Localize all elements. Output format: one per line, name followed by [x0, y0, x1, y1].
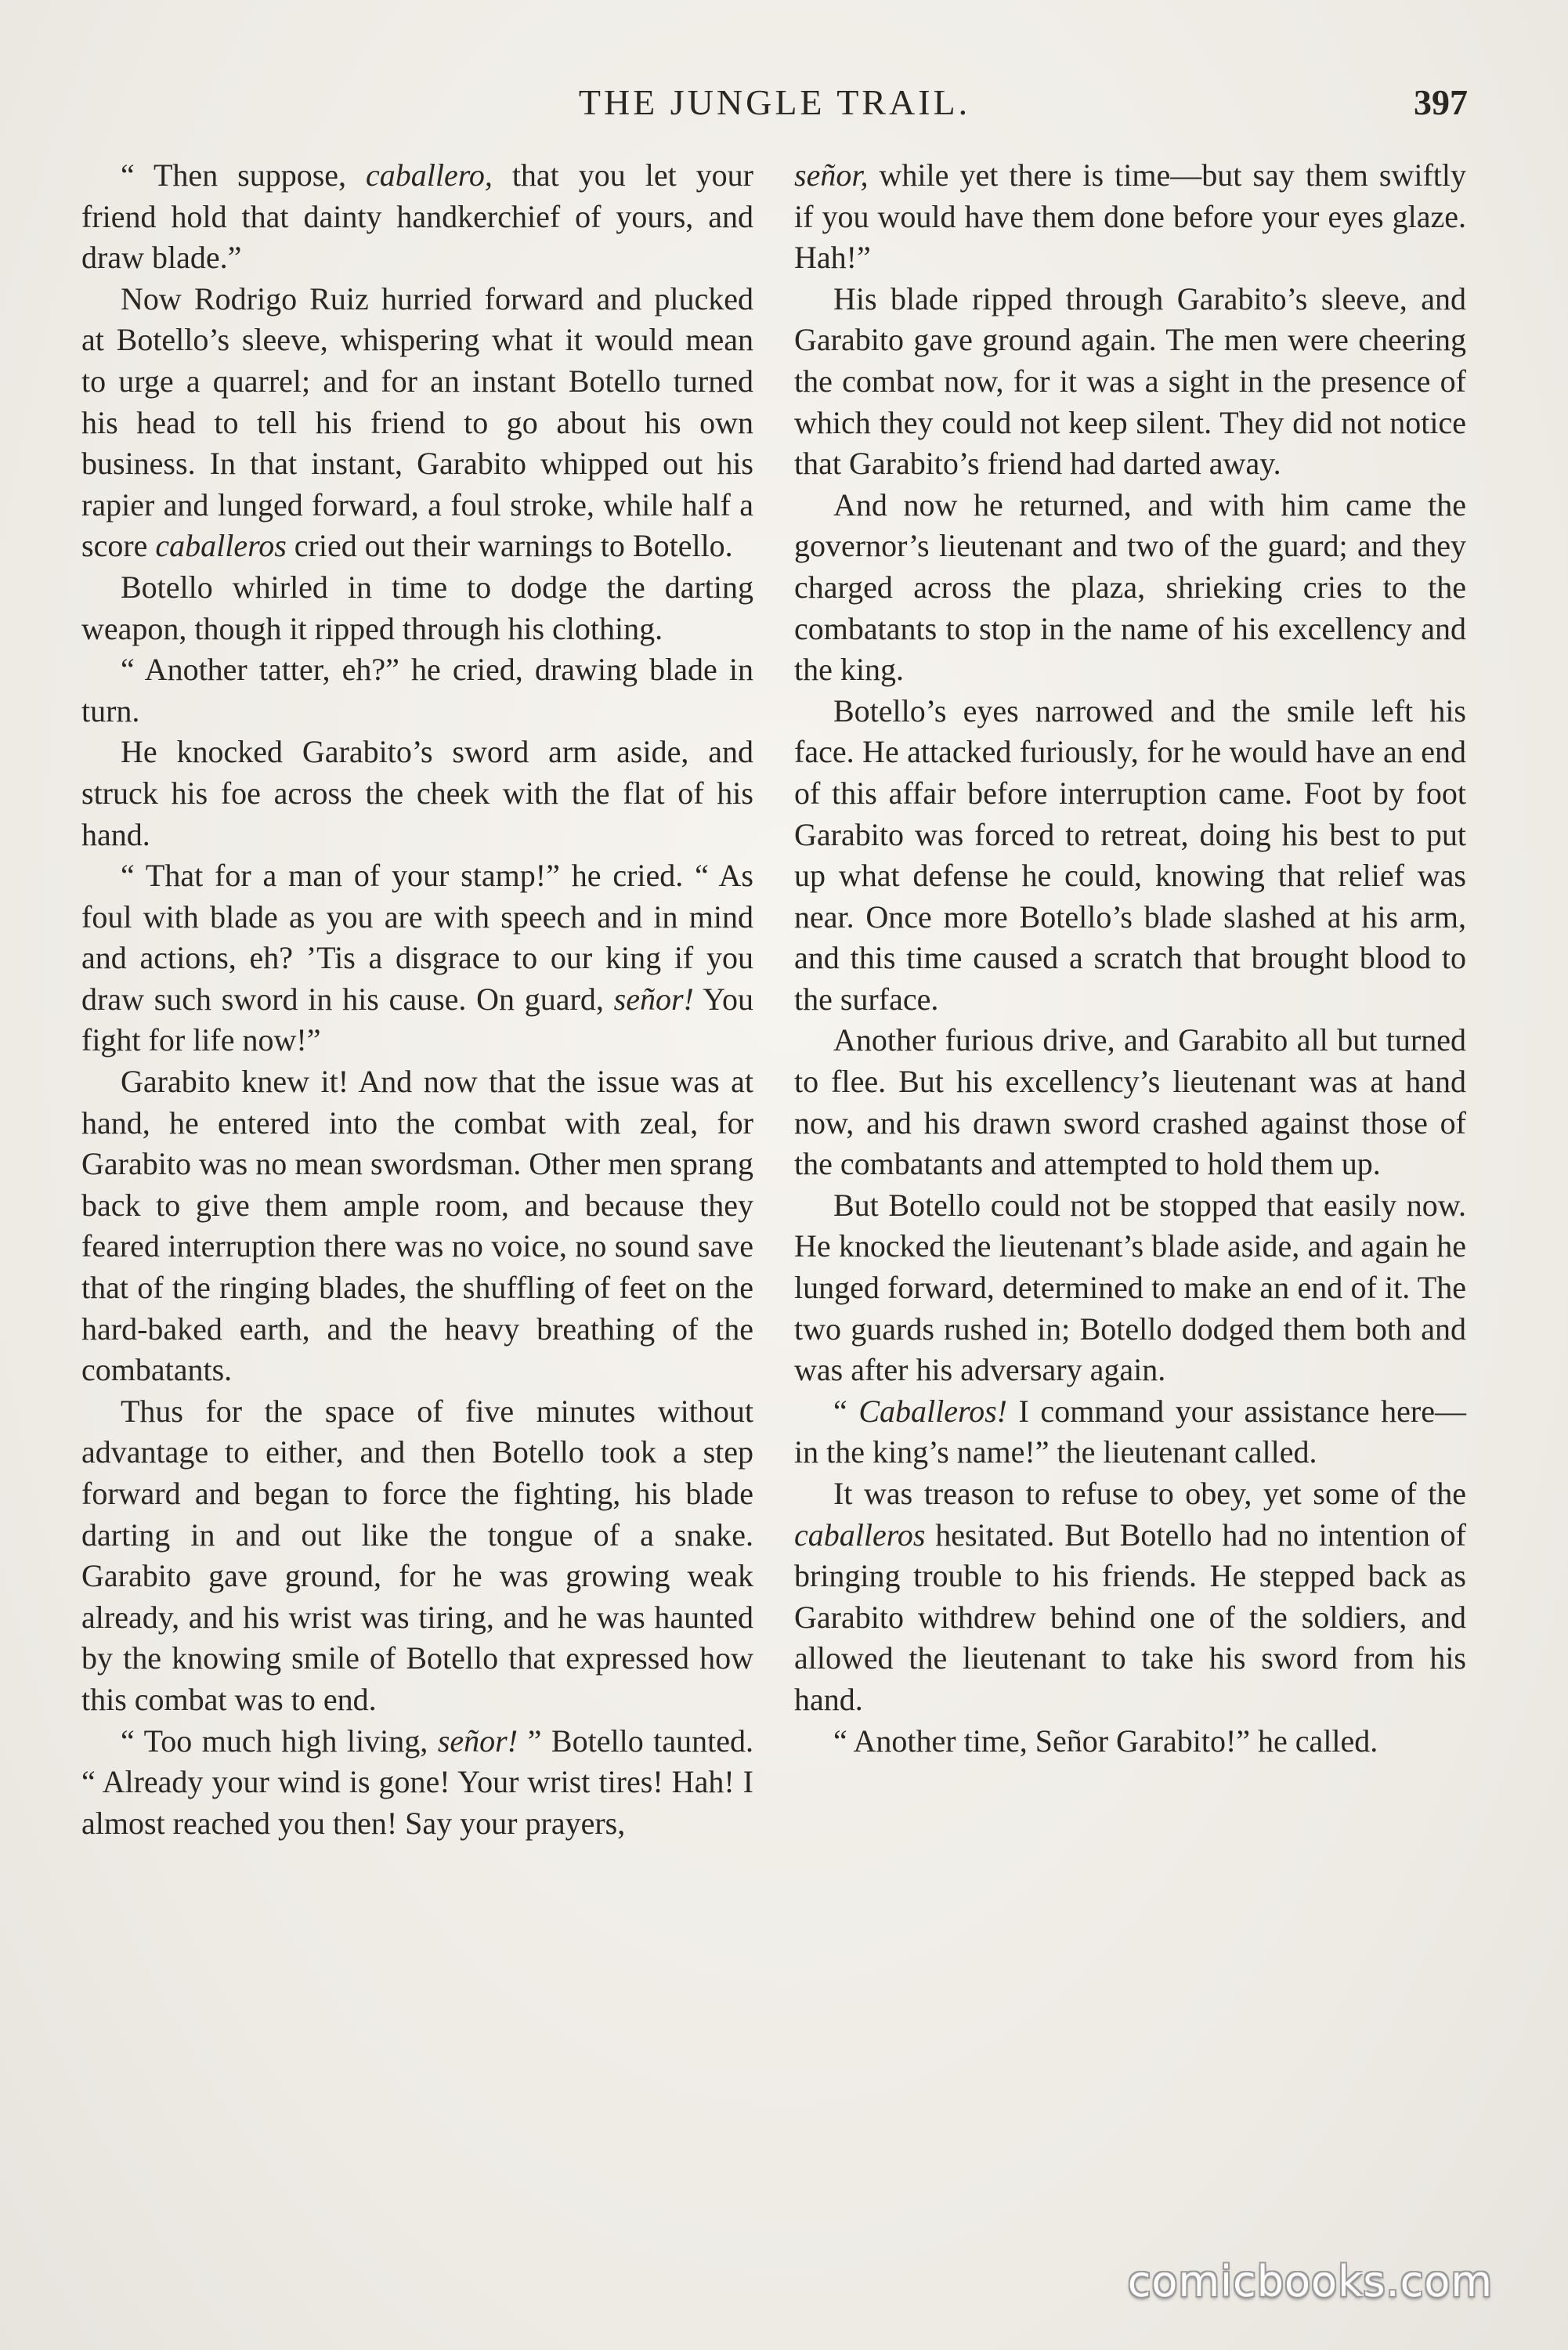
watermark-logo: comicbooks.com	[1127, 2257, 1493, 2306]
right-text-column	[794, 155, 1466, 1762]
paragraph: It was treason to refuse to obey, yet some of the caballeros hesitated. But Botello had no intention of bringing trouble to his friends. He stepped back as Garabito withdrew behind one of the soldiers, and allowed the lieutenant to take his sword from his hand.	[794, 1476, 1466, 1717]
paragraph: Botello’s eyes narrowed and the smile left his face. He attacked furiously, for he would have an end of this affair before interruption came. Foot by foot Garabito was forced to retreat, doing his best to put up what defense he could, knowing that relief was near. Once more Botello’s blade slashed at his arm, and this time caused a scratch that brought blood to the surface.	[794, 692, 1466, 1017]
paragraph: “ Too much high living, señor! ” Botello taunted. “ Already your wind is gone! Your wrist tires! Hah! I almost reached you then! Say your prayers,	[81, 1723, 754, 1841]
paragraph: señor, while yet there is time—but say them swiftly if you would have them done before your eyes glaze. Hah!”	[794, 157, 1466, 276]
left-text-column	[81, 155, 753, 1844]
running-header	[81, 75, 1468, 130]
paragraph: But Botello could not be stopped that easily now. He knocked the lieutenant’s blade aside, and again he lunged forward, determined to make an end of it. The two guards rushed in; Botello dodged them both and was after his adversary again.	[794, 1187, 1466, 1388]
paragraph: He knocked Garabito’s sword arm aside, and struck his foe across the cheek with the flat of his hand.	[81, 734, 753, 852]
paragraph: Garabito knew it! And now that the issue was at hand, he entered into the combat with zeal, for Garabito was no mean swordsman. Other men sprang back to give them ample room, and because they feared interruption there was no voice, no sound save that of the ringing blades, the shuffling of feet on the hard-baked earth, and the heavy breathing of the combatants.	[81, 1064, 753, 1388]
running-title: THE JUNGLE TRAIL.	[578, 82, 971, 122]
paragraph: And now he returned, and with him came the governor’s lieutenant and two of the guard; and they charged across the plaza, shrieking cries to the combatants to stop in the name of his excellency and the king.	[794, 486, 1466, 688]
paragraph: Now Rodrigo Ruiz hurried forward and plucked at Botello’s sleeve, whispering what it would mean to urge a quarrel; and for an instant Botello turned his head to tell his friend to go about his own business. In that instant, Garabito whipped out his rapier and lunged forward, a foul stroke, while half a score caballeros cried out their warnings to Botello.	[81, 280, 753, 564]
paragraph: “ Then suppose, caballero, that you let your friend hold that dainty handkerchief of yours, and draw blade.”	[81, 157, 753, 276]
paragraph: “ Another tatter, eh?” he cried, drawing blade in turn.	[81, 652, 753, 728]
paragraph: Thus for the space of five minutes without advantage to either, and then Botello took a step forward and began to force the fighting, his blade darting in and out like the tongue of a snake. Garabito gave ground, for he was growing weak already, and his wrist was tiring, and he was haunted by the knowing smile of Botello that expressed how this combat was to end.	[81, 1393, 753, 1717]
paragraph: Another furious drive, and Garabito all but turned to flee. But his excellency’s lieutenant was at hand now, and his drawn sword crashed against those of the combatants and attempted to hold them up.	[794, 1022, 1466, 1182]
paragraph: His blade ripped through Garabito’s sleeve, and Garabito gave ground again. The men were cheering the combat now, for it was a sight in the presence of which they could not keep silent. They did not notice that Garabito’s friend had darted away.	[794, 280, 1466, 482]
page-number: 397	[1414, 82, 1468, 122]
paragraph: “ That for a man of your stamp!” he cried. “ As foul with blade as you are with speech and in mind and actions, eh? ’Tis a disgrace to our king if you draw such sword in his cause. On guard, señor! You fight for life now!”	[81, 858, 753, 1058]
paragraph: Botello whirled in time to dodge the darting weapon, though it ripped through his clothing.	[81, 569, 753, 646]
paragraph: “ Another time, Señor Garabito!” he called.	[833, 1723, 1378, 1759]
paragraph: “ Caballeros! I command your assistance here—in the king’s name!” the lieutenant called.	[794, 1393, 1466, 1470]
